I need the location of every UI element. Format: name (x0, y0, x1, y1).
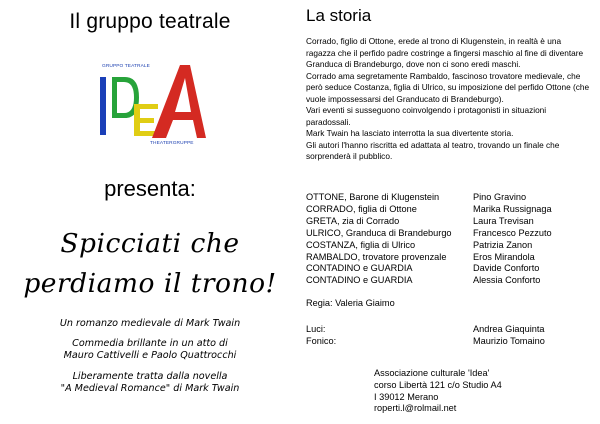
story-title: La storia (306, 6, 372, 25)
cast-actor: Alessia Conforto (473, 275, 541, 286)
logo-letter-i (100, 77, 106, 135)
credits-comedy (0, 338, 300, 362)
cast-row (306, 275, 596, 287)
cast-role: OTTONE, Barone di Klugenstein (306, 192, 440, 202)
association-name: Associazione culturale 'Idea' (374, 368, 490, 378)
cast-role: COSTANZA, figlia di Ulrico (306, 239, 416, 250)
cast-actor: Laura Trevisan (473, 215, 534, 226)
story-paragraph: Corrado ama segretamente Rambaldo, fascinoso trovatore medievale, che però seduce Costanza, figlia di Ulrico, su imposizione del perfido Ottone (che vuole impossessarsi del Granducato di Brandeburgo). (306, 70, 590, 104)
play-title (0, 224, 300, 304)
logo-letter-a (152, 65, 206, 138)
association-email[interactable]: roperti.l@rolmail.net (374, 403, 457, 414)
credits-source-title: "A Medieval Romance" di Mark Twain (60, 382, 240, 394)
cast-row (306, 204, 596, 216)
cast-row (306, 252, 596, 264)
cast-row (306, 240, 596, 252)
credits-source (0, 371, 300, 395)
cast-row (306, 228, 596, 240)
cast-role: GRETA, zia di Corrado (306, 215, 400, 226)
credits-authors: Mauro Cattivelli e Paolo Quattrocchi (63, 350, 237, 362)
association-contact (374, 368, 502, 415)
logo-letter-e (134, 104, 158, 136)
tech-label: Luci: (306, 324, 326, 334)
tech-name: Andrea Giaquinta (473, 324, 545, 334)
cast-actor: Eros Mirandola (473, 251, 535, 262)
credits-block (0, 318, 300, 403)
right-panel (306, 0, 596, 424)
cast-role: CONTADINO e GUARDIA (306, 275, 413, 286)
cast-row (306, 216, 596, 228)
association-address: corso Libertà 121 c/o Studio A4 (374, 379, 502, 390)
cast-row (306, 192, 596, 204)
director-credit: Regia: Valeria Giaimo (306, 298, 395, 308)
cast-role: CONTADINO e GUARDIA (306, 263, 413, 274)
cast-actor: Patrizia Zanon (473, 239, 533, 250)
story-paragraph: Mark Twain ha lasciato interrotta la sua divertente storia. (306, 128, 514, 138)
story-paragraph: Gli autori l'hanno riscritta ed adattata al teatro, trovando un finale che sorprenderà il pubblico. (306, 139, 560, 161)
credits-comedy-line: Commedia brillante in un atto di (72, 338, 228, 350)
logo-bottom-text: THEATERGRUPPE (150, 141, 194, 146)
story-paragraph: Corrado, figlio di Ottone, erede al trono di Klugenstein, in realtà è una ragazza che il perfido padre costringe a fingersi maschio al fine di diventare Granduca di Brandeburgo, dove non ci sono eredi maschi. (306, 36, 584, 69)
play-title-line-2: perdiamo il trono! (23, 268, 277, 299)
cast-actor: Davide Conforto (473, 263, 540, 274)
tech-row (306, 336, 596, 348)
cast-role: ULRICO, Granduca di Brandeburgo (306, 227, 452, 238)
logo-top-text: GRUPPO TEATRALE (102, 64, 150, 69)
credits-novel: Un romanzo medievale di Mark Twain (59, 318, 241, 329)
cast-role: RAMBALDO, trovatore provenzale (306, 251, 447, 262)
cast-role: CORRADO, figlia di Ottone (306, 203, 417, 214)
tech-name: Maurizio Tomaino (473, 335, 545, 346)
presenta-heading: presenta: (104, 176, 196, 201)
logo-letters (96, 60, 212, 150)
cast-actor: Marika Russignaga (473, 203, 552, 214)
cast-actor: Pino Gravino (473, 192, 527, 202)
tech-row (306, 324, 596, 336)
credits-source-line: Liberamente tratta dalla novella (72, 370, 228, 382)
cast-row (306, 263, 596, 275)
cast-actor: Francesco Pezzuto (473, 227, 552, 238)
group-title: Il gruppo teatrale (69, 10, 231, 33)
association-city: I 39012 Merano (374, 391, 439, 402)
tech-label: Fonico: (306, 335, 337, 346)
story-text (306, 36, 592, 163)
play-title-line-1: Spicciati che (60, 228, 240, 259)
tech-credits (306, 324, 596, 348)
cast-list (306, 192, 596, 287)
idea-logo (96, 60, 212, 150)
story-paragraph: Vari eventi si susseguono coinvolgendo i protagonisti in situazioni paradossali. (306, 105, 547, 127)
